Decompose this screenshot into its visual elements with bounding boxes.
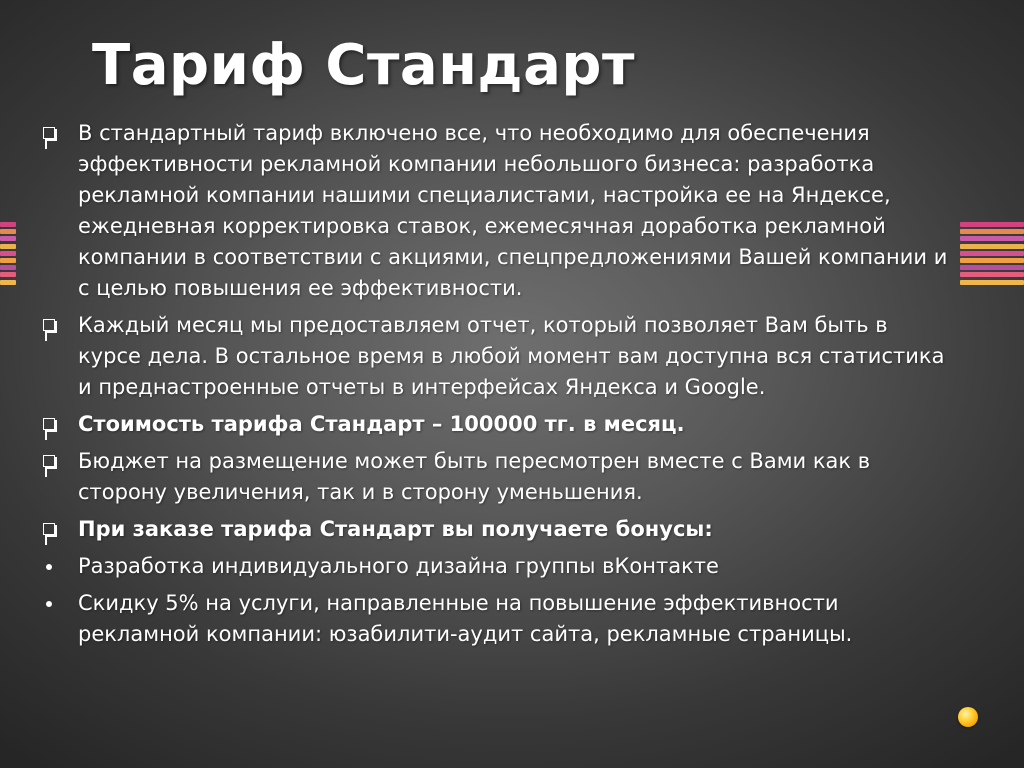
- checkbox-bullet-icon: [40, 310, 60, 341]
- bullet-list: [36, 118, 956, 656]
- list-item-text: В стандартный тариф включено все, что необходимо для обеспечения эффективности рекламной компании небольшого бизнеса: разработка рекламной компании нашими специалистами, настройка ее на Яндексе, ежедневная корректировка ставок, ежемесячная доработка рекламной компании в соответствии с акциями, спецпредложениями Вашей компании и с целью повышения ее эффективности.: [78, 121, 948, 300]
- slide-title: Тариф Стандарт: [92, 33, 635, 98]
- checkbox-bullet-icon: [40, 409, 60, 440]
- list-item-text: Каждый месяц мы предоставляем отчет, который позволяет Вам быть в курсе дела. В остальное время в любой момент вам доступна вся статистика и преднастроенные отчеты в интерфейсах Яндекса и Google.: [78, 313, 945, 399]
- list-item: [36, 514, 956, 545]
- list-item: [36, 588, 956, 650]
- list-item-text: Бюджет на размещение может быть пересмотрен вместе с Вами как в сторону увеличения, так и в сторону уменьшения.: [78, 449, 871, 504]
- left-stripes-icon: [0, 222, 16, 286]
- list-item: [36, 446, 956, 508]
- dot-bullet-icon: [40, 588, 60, 619]
- list-item-text: Стоимость тарифа Стандарт – 100000 тг. в месяц.: [78, 412, 685, 436]
- right-stripes-icon: [960, 222, 1024, 286]
- list-item: [36, 118, 956, 304]
- orb-icon: [958, 707, 978, 727]
- list-item: [36, 409, 956, 440]
- checkbox-bullet-icon: [40, 118, 60, 149]
- list-item: [36, 551, 956, 582]
- list-item: [36, 310, 956, 403]
- checkbox-bullet-icon: [40, 514, 60, 545]
- list-item-text: Разработка индивидуального дизайна группы вКонтакте: [78, 554, 719, 578]
- dot-bullet-icon: [40, 551, 60, 582]
- checkbox-bullet-icon: [40, 446, 60, 477]
- list-item-text: Скидку 5% на услуги, направленные на повышение эффективности рекламной компании: юзабилити-аудит сайта, рекламные страницы.: [78, 591, 853, 646]
- list-item-text: При заказе тарифа Стандарт вы получаете бонусы:: [78, 517, 713, 541]
